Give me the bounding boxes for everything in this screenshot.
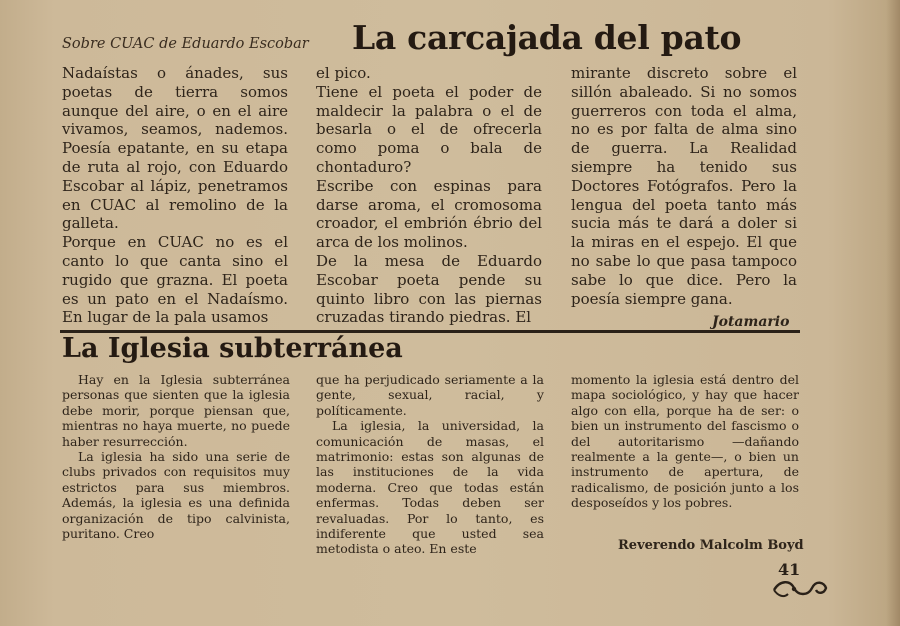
article2-column-3	[571, 372, 799, 511]
article2-col2-paragraph: La iglesia, la universidad, la comunicación de masas, el matrimonio: estas son algunas de las instituciones de la vida moderna. Creo que todas están enfermas. Todas deben ser revaluadas. Por lo tanto, es indiferente que usted sea metodista o ateo. En este	[316, 418, 544, 557]
article1-title: La carcajada del pato	[352, 18, 742, 57]
article2-col3-paragraph: momento la iglesia está dentro del mapa sociológico, y hay que hacer algo con ella, porque ha de ser: o bien un instrumento del fascismo o del autoritarismo —dañando realmente a la gente—, o bien un instrumento de apertura, de radicalismo, de posición junto a los desposeídos y los pobres.	[571, 372, 799, 511]
article2-column-1	[62, 372, 290, 541]
page-number: 41	[778, 560, 801, 579]
article2-col2-paragraph: que ha perjudicado seriamente a la gente, sexual, racial, y políticamente.	[316, 372, 544, 418]
article1-column-1	[62, 64, 288, 327]
article1-signature: Jotamario	[712, 314, 790, 330]
article1-byline: Sobre CUAC de Eduardo Escobar	[62, 36, 309, 52]
article1-col2-paragraph: el pico.	[316, 64, 371, 82]
article1-col1-paragraph: Porque en CUAC no es el canto lo que canta sino el rugido que grazna. El poeta es un pato en el Nadaísmo. En lugar de la pala usamos	[62, 233, 288, 327]
article2-title: La Iglesia subterránea	[62, 333, 403, 364]
article1-col1-paragraph: Nadaístas o ánades, sus poetas de tierra somos aunque del aire, o en el aire vivamos, seamos, nademos. Poesía epatante, en su etapa de ruta al rojo, con Eduardo Escobar al lápiz, penetramos en CUAC al remolino de la galleta.	[62, 64, 288, 233]
page-spine-shadow	[886, 0, 900, 626]
article1-col2-paragraph: Escribe con espinas para darse aroma, el cromosoma croador, el embrión ébrio del arca de los molinos.	[316, 176, 542, 252]
article2-col1-paragraph: Hay en la Iglesia subterránea personas que sienten que la iglesia debe morir, porque piensan que, mientras no haya muerte, no puede haber resurrección.	[62, 372, 290, 449]
article1-col3-paragraph: mirante discreto sobre el sillón abaleado. Si no somos guerreros con toda el alma, no es por falta de alma sino de guerra. La Realidad siempre ha tenido sus Doctores Fotógrafos. Pero la lengua del poeta tanto más sucia más te dará a doler si la miras en el espejo. El que no sabe lo que pasa tampoco sabe lo que dice. Pero la poesía siempre gana.	[571, 64, 797, 308]
article1-column-3	[571, 64, 797, 308]
flourish-ornament-icon	[770, 576, 830, 602]
article1-column-2	[316, 64, 542, 327]
article2-col1-paragraph: La iglesia ha sido una serie de clubs privados con requisitos muy estrictos para sus miembros. Además, la iglesia es una definida organización de tipo calvinista, puritano. Creo	[62, 449, 290, 542]
article1-col2-paragraph: De la mesa de Eduardo Escobar poeta pende su quinto libro con las piernas cruzadas tirando piedras. El	[316, 251, 542, 327]
article2-column-2	[316, 372, 544, 557]
article1-col2-paragraph: Tiene el poeta el poder de maldecir la palabra o el de besarla o el de ofrecerla como poma o bala de chontaduro?	[316, 82, 542, 176]
article2-signature: Reverendo Malcolm Boyd	[618, 538, 804, 553]
